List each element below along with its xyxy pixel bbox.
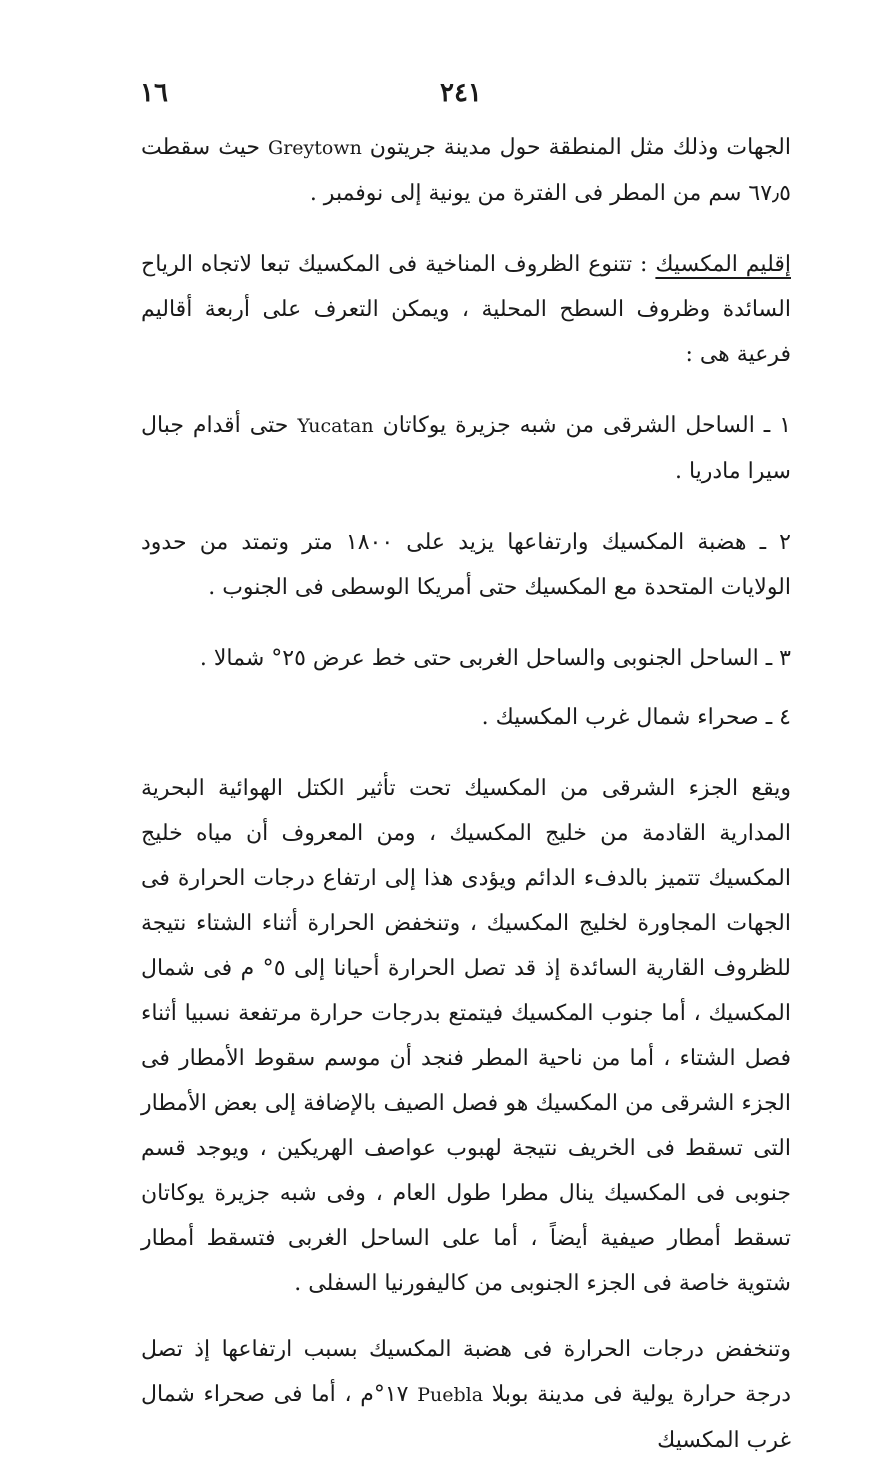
- section-intro-text: : تتنوع الظروف المناخية فى المكسيك تبعا لاتجاه الرياح السائدة وظروف السطح المحلية ، ويمكن التعرف على أربعة أقاليم فرعية هى :: [141, 252, 791, 367]
- intro-text-end: حيث سقطت: [141, 135, 269, 160]
- puebla-term: Puebla: [417, 1384, 484, 1406]
- greytown-term: Greytown: [268, 137, 362, 159]
- region-3-text: ٣ ـ الساحل الجنوبى والساحل الغربى حتى خط عرض ٢٥° شمالا .: [199, 646, 791, 671]
- spacer: [141, 494, 791, 520]
- east-mexico-text: ويقع الجزء الشرقى من المكسيك تحت تأثير الكتل الهوائية البحرية المدارية القادمة من خليج المكسيك ، ومن المعروف أن مياه خليج المكسيك تتميز بالدفء الدائم ويؤدى هذا إلى ارتفاع درجات الحرارة فى الجهات المجاورة لخليج المكسيك ، وتنخفض الحرارة أثناء الشتاء نتيجة للظروف القارية السائدة إذ قد تصل الحرارة أحيانا إلى ٥° م فى شمال المكسيك ، أما جنوب المكسيك فيتمتع بدرجات حرارة مرتفعة نسبيا أثناء فصل الشتاء ، أما من ناحية المطر فنجد أن موسم سقوط الأمطار فى الجزء الشرقى من المكسيك هو فصل الصيف بالإضافة إلى بعض الأمطار التى تسقط فى الخريف نتيجة لهبوب عواصف الهريكين ، ويوجد قسم جنوبى فى المكسيك ينال مطرا طول العام ، وفى شبه جزيرة يوكاتان تسقط أمطار صيفية أيضاً ، أما على الساحل الغربى فتسقط أمطار شتوية خاصة فى الجزء الجنوبى من كاليفورنيا السفلى .: [141, 776, 792, 1296]
- spacer: [141, 377, 791, 403]
- mexico-climate-paragraph: [141, 242, 791, 377]
- region-item-1: [141, 403, 791, 494]
- center-page-number: ٢٤١: [440, 78, 482, 108]
- section-heading: إقليم المكسيك: [655, 252, 791, 277]
- region-1-text-start: ١ ـ الساحل الشرقى من شبه جزيرة يوكاتان: [373, 413, 792, 438]
- region-4-text: ٤ ـ صحراء شمال غرب المكسيك .: [481, 705, 791, 730]
- plateau-text-end: ١٧°م ، أما فى صحراء شمال غرب المكسيك: [141, 1382, 791, 1453]
- intro-paragraph: [141, 125, 791, 216]
- intro-text-start: الجهات وذلك مثل المنطقة حول مدينة جريتون: [361, 135, 791, 160]
- spacer: [141, 610, 791, 636]
- plateau-text-start: وتنخفض درجات الحرارة فى هضبة المكسيك بسبب ارتفاعها إذ تصل درجة حرارة يولية فى مدينة بوبلا: [141, 1337, 791, 1407]
- plateau-paragraph: [141, 1327, 791, 1463]
- east-mexico-paragraph: [141, 766, 791, 1306]
- region-item-3: [141, 636, 791, 681]
- spacer: [141, 740, 791, 766]
- page-number: ١٦: [140, 78, 168, 108]
- spacer: [141, 216, 791, 242]
- page-header: [140, 78, 740, 112]
- yucatan-term: Yucatan: [297, 415, 374, 437]
- region-item-2: [141, 520, 791, 610]
- spacer: [141, 1306, 791, 1327]
- body-text: [141, 125, 791, 1463]
- region-2-text: ٢ ـ هضبة المكسيك وارتفاعها يزيد على ١٨٠٠ متر وتمتد من حدود الولايات المتحدة مع المكسيك حتى أمريكا الوسطى فى الجنوب .: [141, 530, 791, 600]
- region-item-4: [141, 695, 791, 740]
- region-1-text-end: حتى أقدام جبال سيرا مادريا .: [141, 413, 791, 484]
- intro-line-two: ٦٧٫٥ سم من المطر فى الفترة من يونية إلى نوفمبر .: [309, 181, 791, 206]
- spacer: [141, 681, 791, 695]
